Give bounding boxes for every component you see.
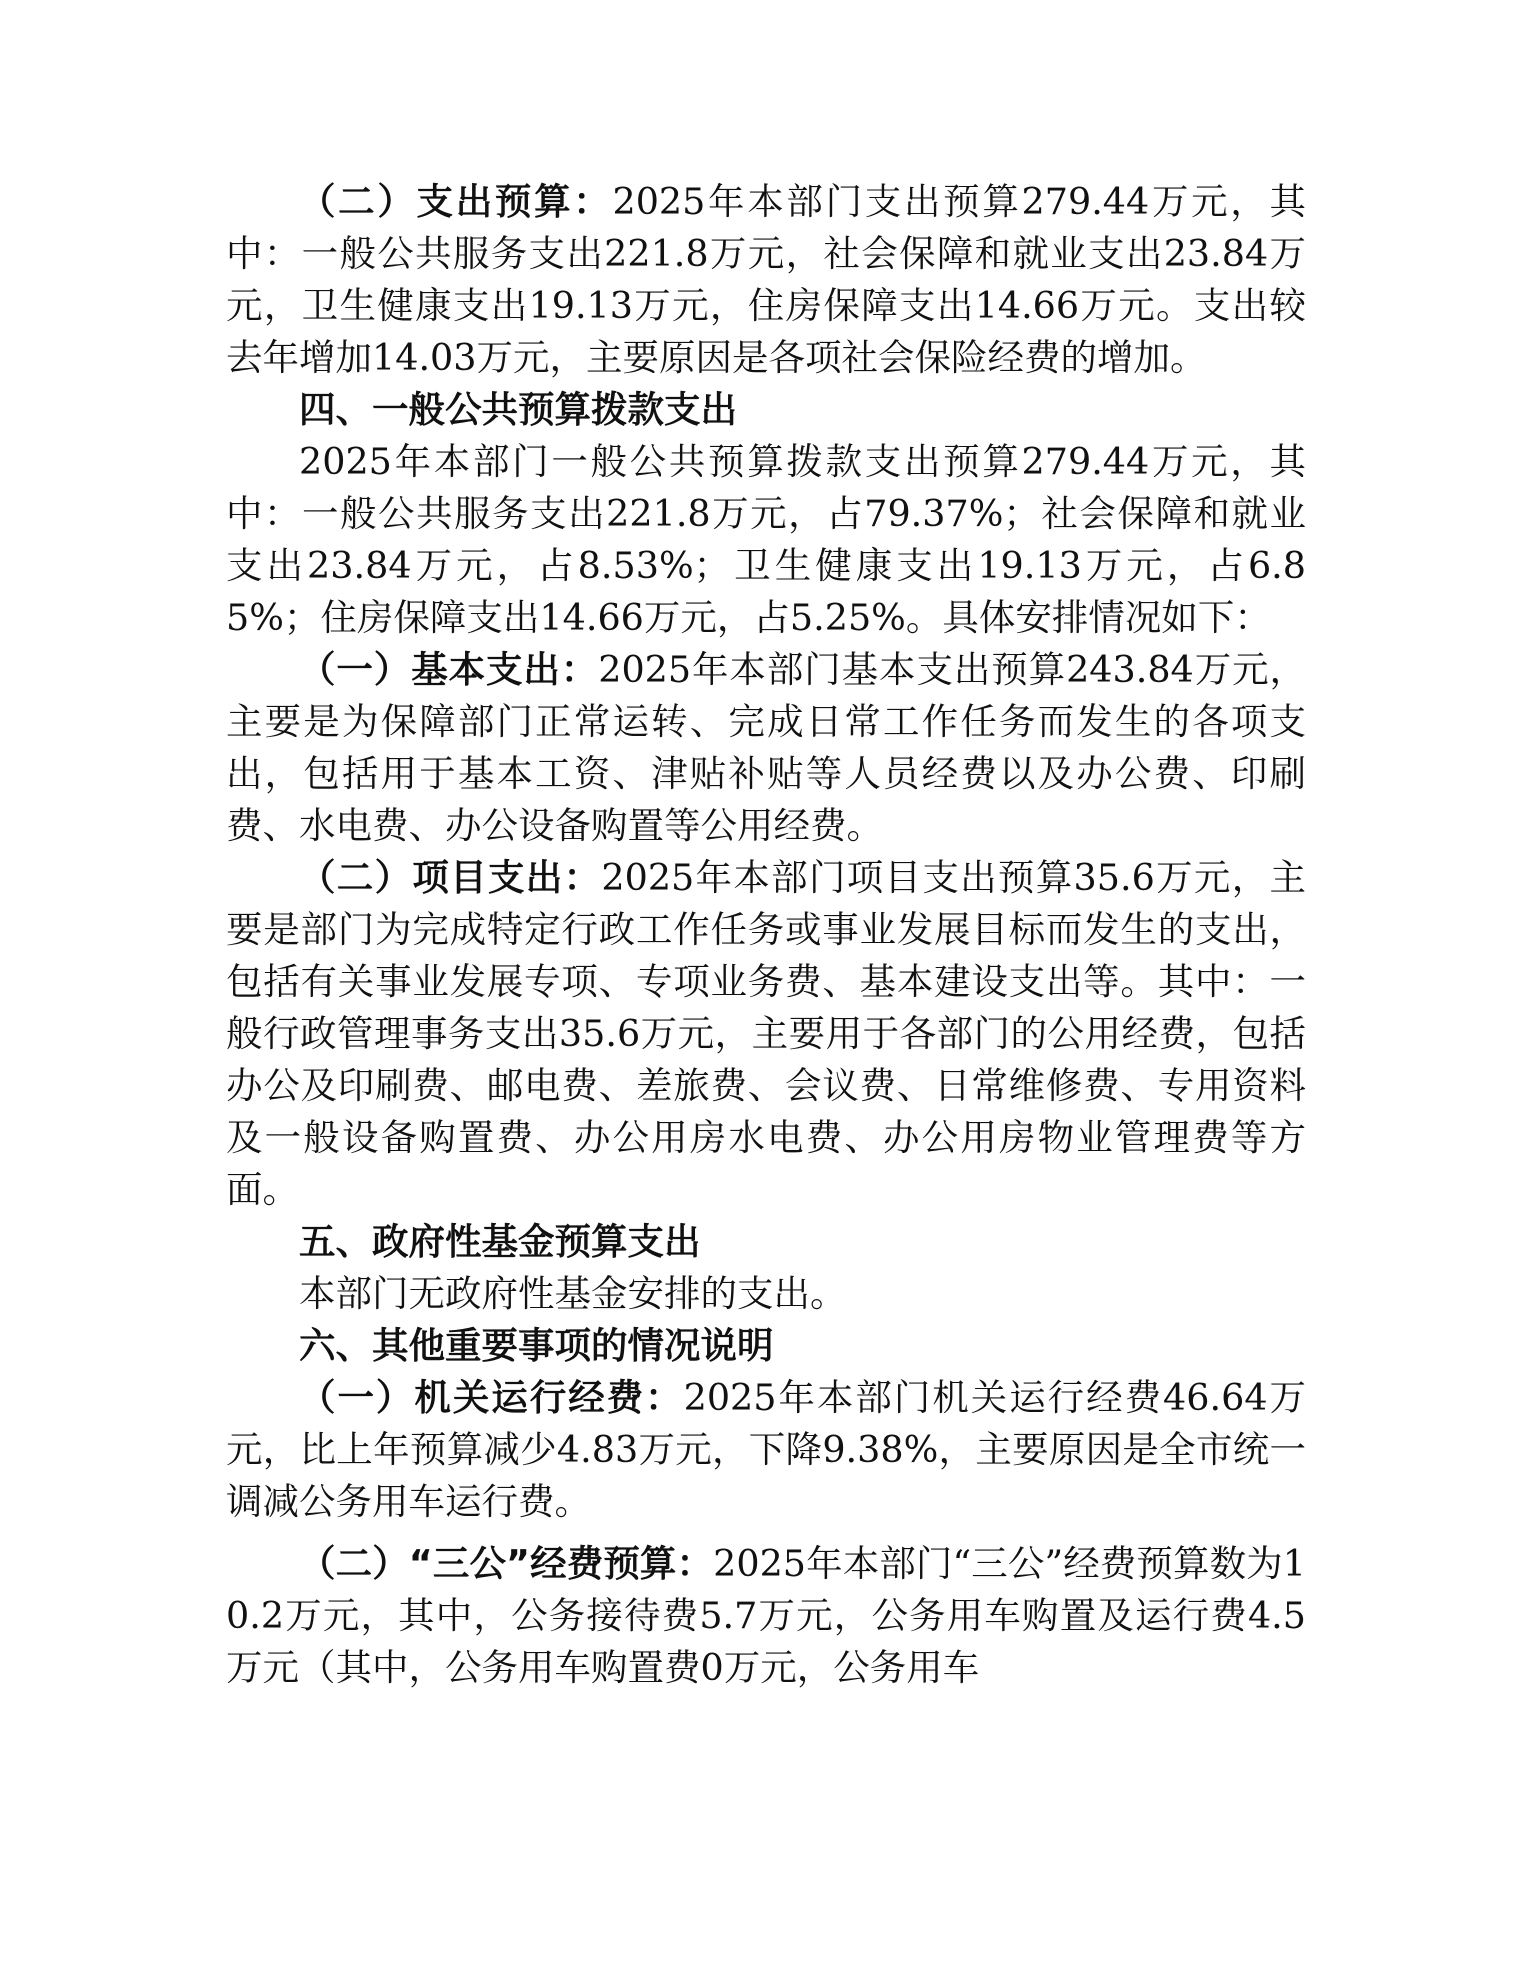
paragraph-text: 2025年本部门支出预算279.44万元，其中：一般公共服务支出221.8万元，社会保障和就业支出23.84万元，卫生健康支出19.13万元，住房保障支出14.66万元。支出较去年增加14.03万元，主要原因是各项社会保险经费的增加。 xyxy=(226,180,1306,379)
paragraph-expenditure-budget xyxy=(226,176,1306,384)
paragraph-operating-costs xyxy=(226,1372,1306,1528)
document-body xyxy=(226,176,1306,1694)
paragraph-general-budget xyxy=(226,436,1306,644)
paragraph-lead: （二）支出预算： xyxy=(299,180,613,223)
paragraph-lead: （一）基本支出： xyxy=(299,648,599,691)
paragraph-gov-fund xyxy=(226,1268,1306,1320)
paragraph-basic-expenditure xyxy=(226,644,1306,852)
section-heading-5: 五、政府性基金预算支出 xyxy=(299,1220,701,1263)
paragraph-project-expenditure xyxy=(226,852,1306,1216)
paragraph-lead: （一）机关运行经费： xyxy=(299,1376,684,1419)
paragraph-text: 本部门无政府性基金安排的支出。 xyxy=(299,1272,847,1315)
paragraph-lead: （二）项目支出： xyxy=(299,856,602,899)
paragraph-text: 2025年本部门机关运行经费46.64万元，比上年预算减少4.83万元，下降9.38%，主要原因是全市统一调减公务用车运行费。 xyxy=(226,1376,1307,1523)
paragraph-text: 2025年本部门基本支出预算243.84万元，主要是为保障部门正常运转、完成日常工作任务而发生的各项支出，包括用于基本工资、津贴补贴等人员经费以及办公费、印刷费、水电费、办公设备购置等公用经费。 xyxy=(226,648,1306,847)
paragraph-text: 2025年本部门“三公”经费预算数为10.2万元，其中，公务接待费5.7万元，公务用车购置及运行费4.5万元（其中，公务用车购置费0万元，公务用车 xyxy=(226,1542,1306,1689)
section-heading-4: 四、一般公共预算拨款支出 xyxy=(299,388,737,431)
paragraph-text: 2025年本部门项目支出预算35.6万元，主要是部门为完成特定行政工作任务或事业发展目标而发生的支出，包括有关事业发展专项、专项业务费、基本建设支出等。其中：一般行政管理事务支出35.6万元，主要用于各部门的公用经费，包括办公及印刷费、邮电费、差旅费、会议费、日常维修费、专用资料及一般设备购置费、办公用房水电费、办公用房物业管理费等方面。 xyxy=(226,856,1306,1211)
paragraph-lead: （二）“三公”经费预算： xyxy=(299,1542,714,1585)
paragraph-text: 2025年本部门一般公共预算拨款支出预算279.44万元，其中：一般公共服务支出221.8万元，占79.37%；社会保障和就业支出23.84万元，占8.53%；卫生健康支出19.13万元，占6.85%；住房保障支出14.66万元，占5.25%。具体安排情况如下： xyxy=(226,440,1306,639)
section-heading-6: 六、其他重要事项的情况说明 xyxy=(299,1324,774,1367)
paragraph-three-public-expenses xyxy=(226,1538,1306,1694)
